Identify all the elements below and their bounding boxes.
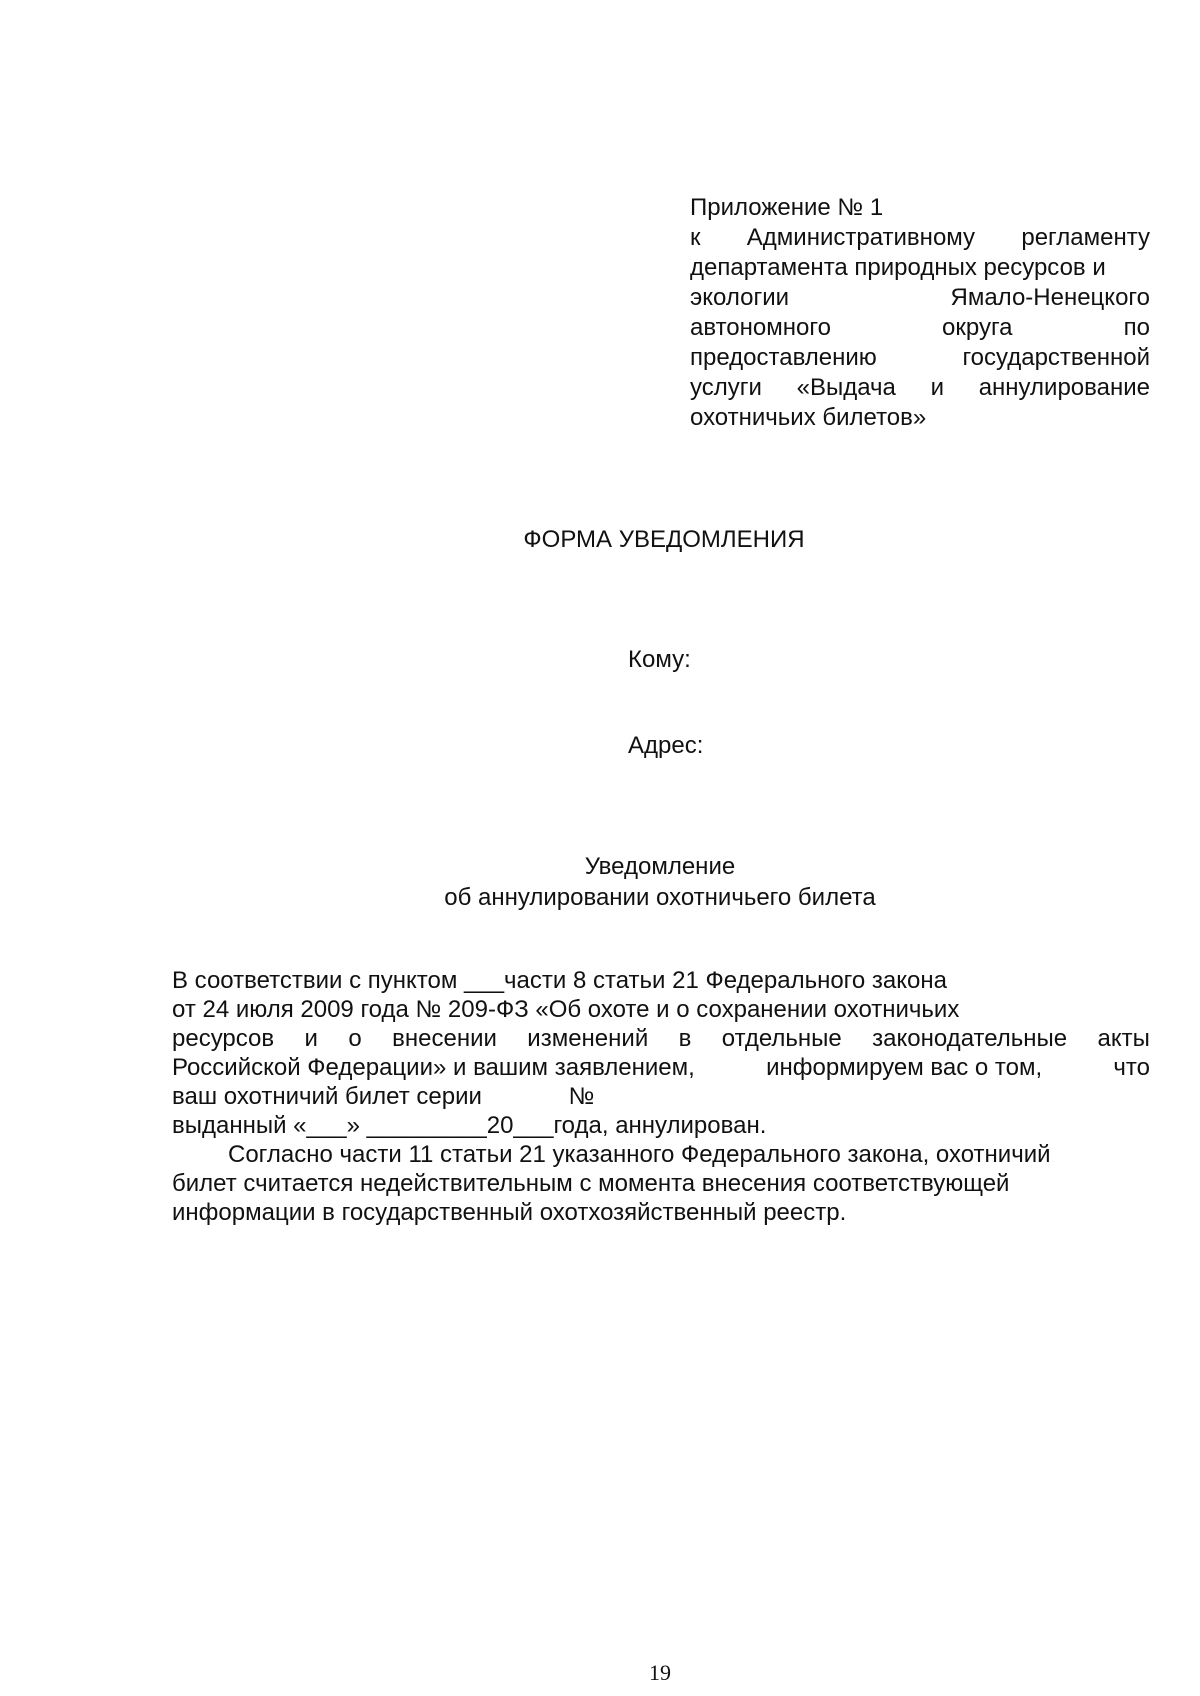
body-line: информации в государственный охотхозяйственный реестр. bbox=[172, 1199, 847, 1226]
body-word: законодательные bbox=[872, 1025, 1068, 1052]
appendix-line bbox=[690, 223, 1150, 253]
appendix-block bbox=[690, 193, 1150, 433]
body-line: ваш охотничий билет серии № bbox=[172, 1083, 595, 1110]
body-phrase: информируем вас о том, bbox=[766, 1054, 1043, 1081]
appendix-word: аннулирование bbox=[978, 374, 1150, 401]
appendix-word: Ямало-Ненецкого bbox=[950, 284, 1150, 311]
appendix-line: охотничьих билетов» bbox=[690, 404, 927, 431]
appendix-line: Приложение № 1 bbox=[690, 194, 884, 221]
notice-subtitle: об аннулировании охотничьего билета bbox=[444, 884, 876, 911]
appendix-line: департамента природных ресурсов и bbox=[690, 254, 1106, 281]
appendix-word: по bbox=[1123, 314, 1150, 341]
appendix-word: Административному bbox=[746, 224, 976, 251]
appendix-word: регламенту bbox=[1021, 224, 1150, 251]
appendix-word: государственной bbox=[962, 344, 1150, 371]
address-label: Адрес: bbox=[628, 732, 704, 759]
body-word: ресурсов bbox=[172, 1025, 275, 1052]
form-title bbox=[0, 525, 1200, 555]
appendix-word: к bbox=[690, 224, 701, 251]
appendix-word: и bbox=[930, 374, 944, 401]
body-line bbox=[172, 1053, 1150, 1082]
body-phrase: что bbox=[1113, 1054, 1150, 1081]
body-word: и bbox=[304, 1025, 318, 1052]
to-label: Кому: bbox=[628, 646, 691, 673]
body-line: выданный «___» _________20___года, аннулирован. bbox=[172, 1112, 767, 1139]
body-line: В соответствии с пунктом ___части 8 статьи 21 Федерального закона bbox=[172, 967, 947, 994]
body-line: Согласно части 11 статьи 21 указанного Федерального закона, охотничий bbox=[228, 1141, 1051, 1168]
notice-body bbox=[172, 966, 1150, 1227]
appendix-line bbox=[690, 373, 1150, 403]
body-line bbox=[172, 1024, 1150, 1053]
body-phrase: Российской Федерации» и вашим заявлением, bbox=[172, 1054, 695, 1081]
form-title-text: ФОРМА УВЕДОМЛЕНИЯ bbox=[523, 526, 805, 553]
appendix-line bbox=[690, 283, 1150, 313]
page-number: 19 bbox=[649, 1660, 671, 1685]
body-word: о bbox=[348, 1025, 362, 1052]
body-word: отдельные bbox=[721, 1025, 842, 1052]
body-word: в bbox=[678, 1025, 692, 1052]
body-word: внесении bbox=[392, 1025, 497, 1052]
body-line: билет считается недействительным с момента внесения соответствующей bbox=[172, 1170, 1010, 1197]
appendix-word: экологии bbox=[690, 284, 790, 311]
appendix-line bbox=[690, 343, 1150, 373]
appendix-line bbox=[690, 313, 1150, 343]
appendix-word: «Выдача bbox=[796, 374, 896, 401]
body-line: от 24 июля 2009 года № 209-ФЗ «Об охоте и о сохранении охотничьих bbox=[172, 996, 960, 1023]
appendix-word: предоставлению bbox=[690, 344, 877, 371]
body-word: акты bbox=[1097, 1025, 1150, 1052]
appendix-word: автономного bbox=[690, 314, 831, 341]
appendix-word: округа bbox=[942, 314, 1013, 341]
appendix-word: услуги bbox=[690, 374, 762, 401]
body-word: изменений bbox=[527, 1025, 649, 1052]
notice-title: Уведомление bbox=[584, 853, 736, 880]
